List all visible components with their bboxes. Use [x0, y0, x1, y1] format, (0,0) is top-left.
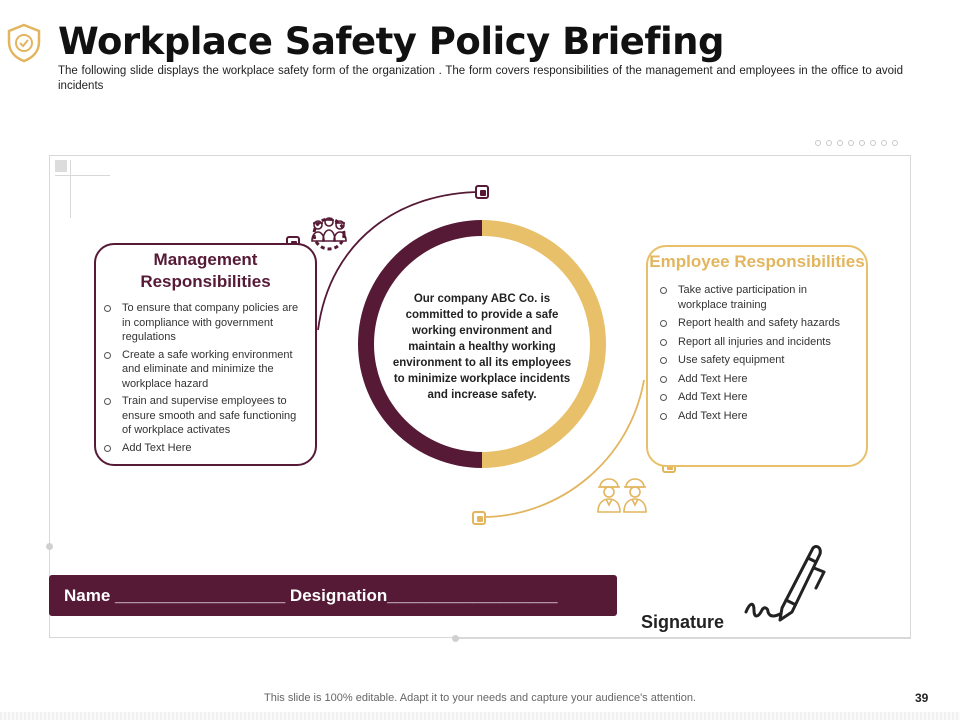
footer-strip: [0, 712, 960, 720]
workers-icon: [594, 475, 652, 515]
page-number: 39: [915, 691, 929, 705]
marker-bottom: [472, 511, 486, 525]
pen-icon: [742, 538, 828, 628]
marker-top: [475, 185, 489, 199]
frame-dot: [452, 635, 459, 642]
name-designation-bar: Name __________________ Designation__________________: [49, 575, 617, 616]
management-list: [96, 301, 315, 455]
list-item: Report health and safety hazards: [660, 316, 854, 331]
list-item: Report all injuries and incidents: [660, 335, 854, 350]
list-item: Train and supervise employees to ensure smooth and safe functioning of workplace activates: [104, 394, 303, 438]
employee-title: Employee Responsibilities: [649, 252, 865, 271]
list-item: Add Text Here: [660, 409, 854, 424]
center-statement: Our company ABC Co. is committed to provide a safe working environment and maintain a healthy working environment to all its employees to minimize workplace incidents and increase safety.: [392, 293, 572, 401]
list-item: Add Text Here: [104, 441, 303, 456]
list-item: Add Text Here: [660, 390, 854, 405]
employee-list: [648, 283, 866, 423]
list-item: Take active participation in workplace training: [660, 283, 854, 312]
workers-gear-icon: [306, 211, 352, 253]
list-item: Add Text Here: [660, 372, 854, 387]
list-item: Create a safe working environment and eliminate and minimize the workplace hazard: [104, 348, 303, 392]
footer-note: This slide is 100% editable. Adapt it to your needs and capture your audience's attention.: [264, 692, 696, 704]
page-subtitle: The following slide displays the workplace safety form of the organization . The form covers responsibilities of the management and employees in the office to avoid incidents: [58, 65, 903, 92]
list-item: To ensure that company policies are in compliance with government regulations: [104, 301, 303, 345]
list-item: Use safety equipment: [660, 353, 854, 368]
divider-line: [456, 638, 911, 639]
signature-label: Signature: [641, 612, 725, 632]
management-card: [94, 243, 317, 466]
employee-card: [646, 245, 868, 467]
management-title: Management Responsibilities: [140, 250, 271, 291]
page-title: Workplace Safety Policy Briefing: [58, 20, 724, 63]
